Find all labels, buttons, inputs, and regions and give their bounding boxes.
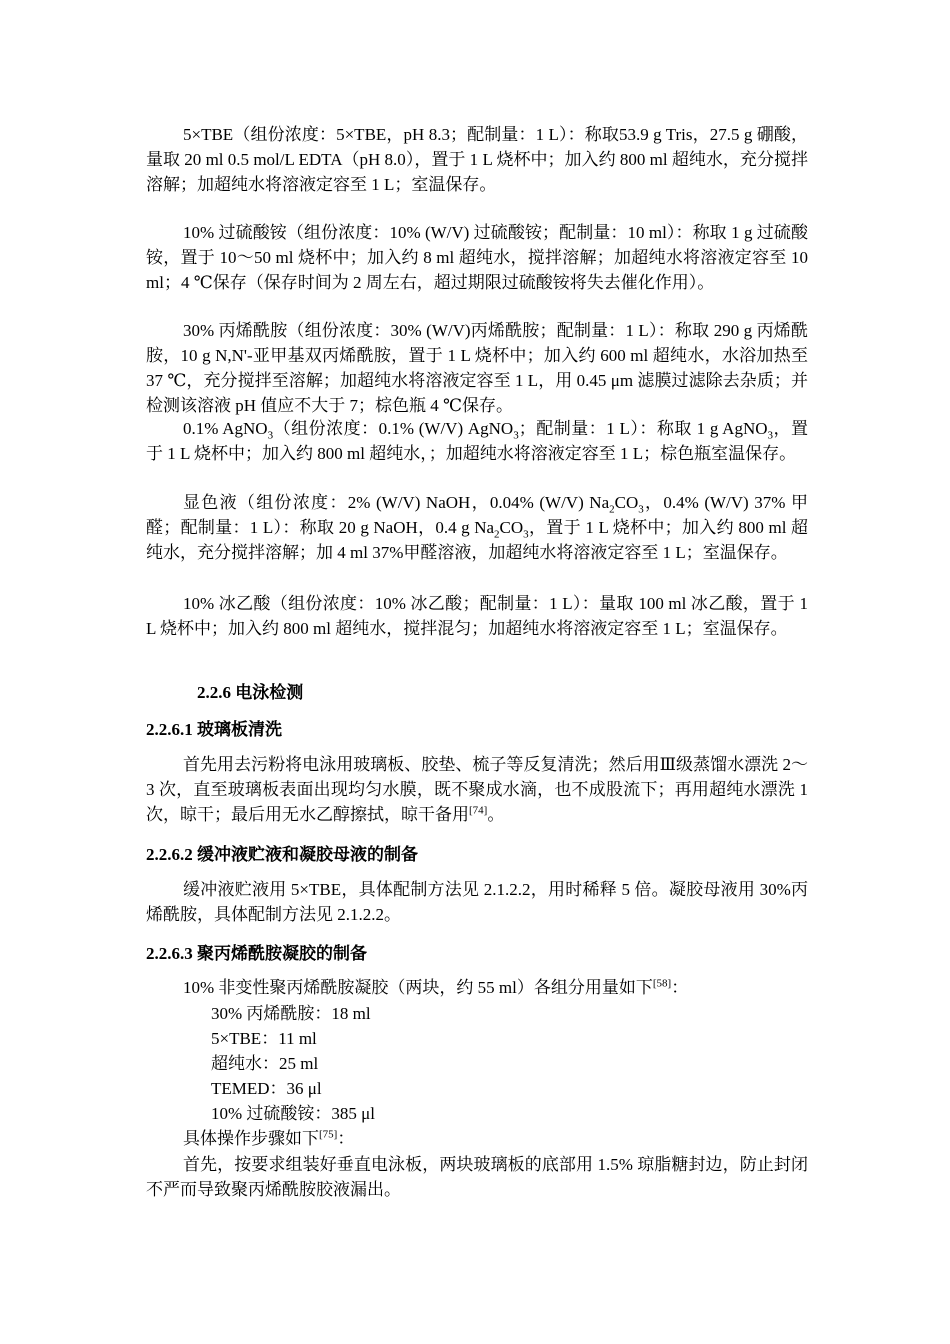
paragraph-step-one: 首先，按要求组装好垂直电泳板，两块玻璃板的底部用 1.5% 琼脂糖封边，防止封闭不严而导致聚丙烯酰胺胶液漏出。 xyxy=(146,1155,808,1199)
section-heading-2-2-6-3: 2.2.6.3 聚丙烯酰胺凝胶的制备 xyxy=(146,944,367,963)
list-item: 10% 过硫酸铵：385 μl xyxy=(211,1104,375,1123)
paragraph-acetic-acid: 10% 冰乙酸（组份浓度：10% 冰乙酸；配制量：1 L）：量取 100 ml 冰乙酸，置于 1 L 烧杯中；加入约 800 ml 超纯水，搅拌混匀；加超纯水将溶液定容至 1 L；室温保存。 xyxy=(146,594,808,638)
list-item: 5×TBE：11 ml xyxy=(211,1029,317,1048)
paragraph-developer: 显色液（组份浓度：2% (W/V) NaOH，0.04% (W/V) $Na_2CO_3$，0.4% (W/V) 37% 甲醛；配制量：1 L）：称取 20 g NaOH，0.4 g $Na_2CO_3$，置于 1 L 烧杯中；加入约 800 ml 超纯水，充分搅拌溶解；加 4 ml 37%甲醛溶液，加超纯水将溶液定容至 1 L；室温保存。 xyxy=(146,493,808,562)
paragraph-aps: 10% 过硫酸铵（组份浓度：10% (W/V) 过硫酸铵；配制量：10 ml）：称取 1 g 过硫酸铵，置于 10～50 ml 烧杯中；加入约 8 ml 超纯水，搅拌溶解；加超纯水将溶液定容至 10 ml；4 ℃保存（保存时间为 2 周左右，超过期限过硫酸铵将失去催化作用）。 xyxy=(146,223,808,292)
citation: [74] xyxy=(469,804,488,817)
citation: [75] xyxy=(319,1128,338,1141)
section-heading-2-2-6-1: 2.2.6.1 玻璃板清洗 xyxy=(146,720,282,739)
citation: [58] xyxy=(652,977,672,990)
paragraph-agno3: 0.1% AgNO$_3$（组份浓度：0.1% (W/V) AgNO$_3$；配制量：1 L）：称取 1 g AgNO$_3$，置于 1 L 烧杯中；加入约 800 ml 超纯水，；加超纯水将溶液定容至 1 L；棕色瓶室温保存。 xyxy=(146,419,809,463)
paragraph-gel-recipe: 10% 非变性聚丙烯酰胺凝胶（两块，约 55 ml）各组分用量如下[58]： xyxy=(183,977,689,997)
paragraph-buffer: 缓冲液贮液用 5×TBE，具体配制方法见 2.1.2.2，用时稀释 5 倍。凝胶母液用 30%丙烯酰胺，具体配制方法见 2.1.2.2。 xyxy=(146,880,808,924)
paragraph-glass-cleaning: 首先用去污粉将电泳用玻璃板、胶垫、梳子等反复清洗；然后用Ⅲ级蒸馏水漂洗 2～3 次，直至玻璃板表面出现均匀水膜，既不聚成水滴，也不成股流下；再用超纯水漂洗 1 次，晾干；最后用无水乙醇擦拭，晾干备用[74]。 xyxy=(146,755,808,824)
section-heading-2-2-6-2: 2.2.6.2 缓冲液贮液和凝胶母液的制备 xyxy=(146,845,418,864)
paragraph-acrylamide: 30% 丙烯酰胺（组份浓度：30% (W/V)丙烯酰胺；配制量：1 L）：称取 290 g 丙烯酰胺，10 g N,N'-亚甲基双丙烯酰胺，置于 1 L 烧杯中；加入约 600 ml 超纯水，水浴加热至 37 ℃，充分搅拌至溶解；加超纯水将溶液定容至 1 L，用 0.45 μm 滤膜过滤除去杂质；并检测该溶液 pH 值应不大于 7；棕色瓶 4 ℃保存。 xyxy=(146,321,808,415)
list-item: 超纯水：25 ml xyxy=(211,1054,319,1073)
paragraph-steps-intro: 具体操作步骤如下[75]： xyxy=(183,1128,355,1148)
list-item: TEMED：36 μl xyxy=(211,1079,322,1098)
paragraph-tbe: 5×TBE（组份浓度：5×TBE，pH 8.3；配制量：1 L）：称取53.9 g Tris，27.5 g 硼酸，量取 20 ml 0.5 mol/L EDTA（pH 8.0），置于 1 L 烧杯中；加入约 800 ml 超纯水，充分搅拌溶解；加超纯水将溶液定容至 1 L；室温保存。 xyxy=(146,125,808,194)
section-heading-2-2-6: 2.2.6 电泳检测 xyxy=(197,683,304,702)
list-item: 30% 丙烯酰胺：18 ml xyxy=(211,1004,371,1023)
